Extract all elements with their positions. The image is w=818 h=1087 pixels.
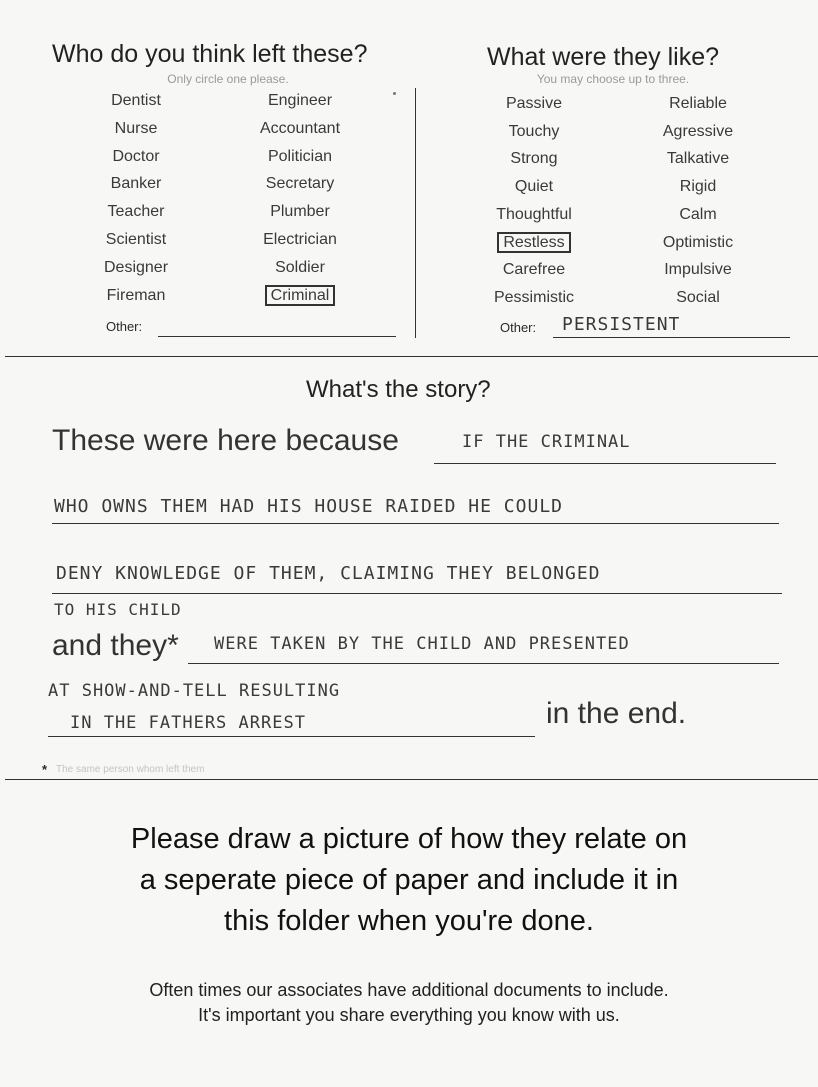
option-designer[interactable]	[61, 259, 211, 277]
option-talkative[interactable]	[623, 150, 773, 168]
option-label: Fireman	[106, 286, 166, 304]
option-label: Talkative	[666, 150, 730, 168]
option-agressive[interactable]	[623, 123, 773, 141]
option-doctor[interactable]	[61, 148, 211, 166]
option-label: Plumber	[270, 203, 330, 221]
option-passive[interactable]	[459, 95, 609, 113]
answer2-line-3: IN THE FATHERS ARREST	[70, 713, 306, 733]
option-criminal[interactable]	[225, 287, 375, 305]
traits-hint: You may choose up to three.	[536, 72, 690, 86]
story-suffix: in the end.	[546, 697, 687, 730]
answer1-line-4: TO HIS CHILD	[54, 600, 182, 619]
option-fireman[interactable]	[61, 287, 211, 305]
answer1-line-1: IF THE CRIMINAL	[462, 432, 631, 452]
section-rule-2	[5, 779, 818, 780]
story-prompt-2: and they*	[52, 629, 179, 662]
who-other-label: Other:	[106, 319, 143, 334]
closing-line-2: a seperate piece of paper and include it in	[139, 864, 679, 896]
option-label: Reliable	[669, 95, 727, 112]
option-label: Designer	[103, 258, 169, 276]
answer1-line-3: DENY KNOWLEDGE OF THEM, CLAIMING THEY BELONGED	[56, 563, 601, 584]
answer-line-3[interactable]	[52, 593, 782, 594]
stray-dot	[393, 92, 396, 95]
section-rule-1	[5, 356, 818, 357]
closing-line-1: Please draw a picture of how they relate on	[130, 823, 688, 855]
traits-other-value: PERSISTENT	[562, 314, 681, 335]
option-label: Soldier	[275, 258, 325, 276]
option-thoughtful[interactable]	[459, 206, 609, 224]
option-dentist[interactable]	[61, 92, 211, 110]
footnote-mark: *	[42, 762, 48, 777]
option-pessimistic[interactable]	[459, 289, 609, 307]
story-prompt-1: These were here because	[52, 424, 399, 457]
option-social[interactable]	[623, 289, 773, 307]
option-label: Touchy	[508, 122, 560, 140]
option-label: Restless	[497, 232, 570, 253]
option-strong[interactable]	[459, 150, 609, 168]
option-label: Optimistic	[662, 233, 734, 251]
option-label: Criminal	[265, 285, 336, 306]
option-label: Quiet	[514, 178, 554, 196]
option-impulsive[interactable]	[623, 261, 773, 279]
option-label: Impulsive	[664, 261, 732, 279]
option-label: Agressive	[662, 122, 734, 140]
option-secretary[interactable]	[225, 175, 375, 193]
footnote-text: The same person whom left them	[56, 764, 205, 775]
option-nurse[interactable]	[61, 120, 211, 138]
who-other-field[interactable]	[158, 336, 396, 337]
option-label: Scientist	[105, 231, 167, 248]
option-label: Pessimistic	[493, 288, 574, 306]
note-line-2: It's important you share everything you know with us.	[198, 1005, 620, 1025]
who-heading: Who do you think left these?	[52, 40, 368, 68]
answer-line-2[interactable]	[52, 523, 779, 524]
option-label: Strong	[510, 150, 558, 168]
option-carefree[interactable]	[459, 261, 609, 279]
option-reliable[interactable]	[623, 95, 773, 113]
traits-other-field[interactable]	[553, 337, 790, 338]
option-label: Dentist	[111, 92, 161, 109]
option-optimistic[interactable]	[623, 234, 773, 252]
answer2-line-2: AT SHOW-AND-TELL RESULTING	[48, 681, 341, 701]
column-divider	[415, 88, 416, 338]
option-label: Nurse	[114, 119, 158, 137]
option-label: Electrician	[263, 231, 337, 248]
traits-heading: What were they like?	[487, 43, 720, 71]
option-label: Secretary	[265, 175, 335, 193]
answer-line-4[interactable]	[188, 663, 779, 664]
answer-line-5[interactable]	[48, 736, 535, 737]
answer1-line-2: WHO OWNS THEM HAD HIS HOUSE RAIDED HE COULD	[54, 496, 563, 517]
option-banker[interactable]	[61, 175, 211, 193]
option-politician[interactable]	[225, 148, 375, 166]
answer-line-1[interactable]	[434, 463, 776, 464]
option-electrician[interactable]	[225, 231, 375, 249]
option-label: Calm	[679, 205, 717, 223]
option-label: Thoughtful	[496, 205, 572, 223]
option-engineer[interactable]	[225, 92, 375, 110]
note-line-1: Often times our associates have additional documents to include.	[149, 980, 669, 1000]
answer2-line-1: WERE TAKEN BY THE CHILD AND PRESENTED	[214, 634, 630, 654]
traits-other-label: Other:	[500, 320, 537, 335]
option-soldier[interactable]	[225, 259, 375, 277]
story-heading: What's the story?	[306, 376, 491, 403]
option-label: Doctor	[112, 147, 160, 165]
option-label: Teacher	[107, 203, 165, 221]
option-label: Passive	[505, 95, 563, 112]
option-label: Engineer	[267, 92, 333, 109]
option-rigid[interactable]	[623, 178, 773, 196]
option-teacher[interactable]	[61, 203, 211, 221]
option-restless[interactable]	[459, 234, 609, 252]
option-label: Carefree	[502, 261, 566, 279]
option-label: Social	[676, 288, 720, 306]
who-hint: Only circle one please.	[167, 72, 289, 86]
closing-line-3: this folder when you're done.	[224, 905, 594, 937]
option-accountant[interactable]	[225, 120, 375, 138]
option-touchy[interactable]	[459, 123, 609, 141]
option-label: Politician	[267, 147, 333, 165]
option-label: Rigid	[679, 178, 717, 196]
option-scientist[interactable]	[61, 231, 211, 249]
option-label: Accountant	[259, 119, 341, 137]
option-calm[interactable]	[623, 206, 773, 224]
option-plumber[interactable]	[225, 203, 375, 221]
option-label: Banker	[110, 175, 162, 193]
option-quiet[interactable]	[459, 178, 609, 196]
